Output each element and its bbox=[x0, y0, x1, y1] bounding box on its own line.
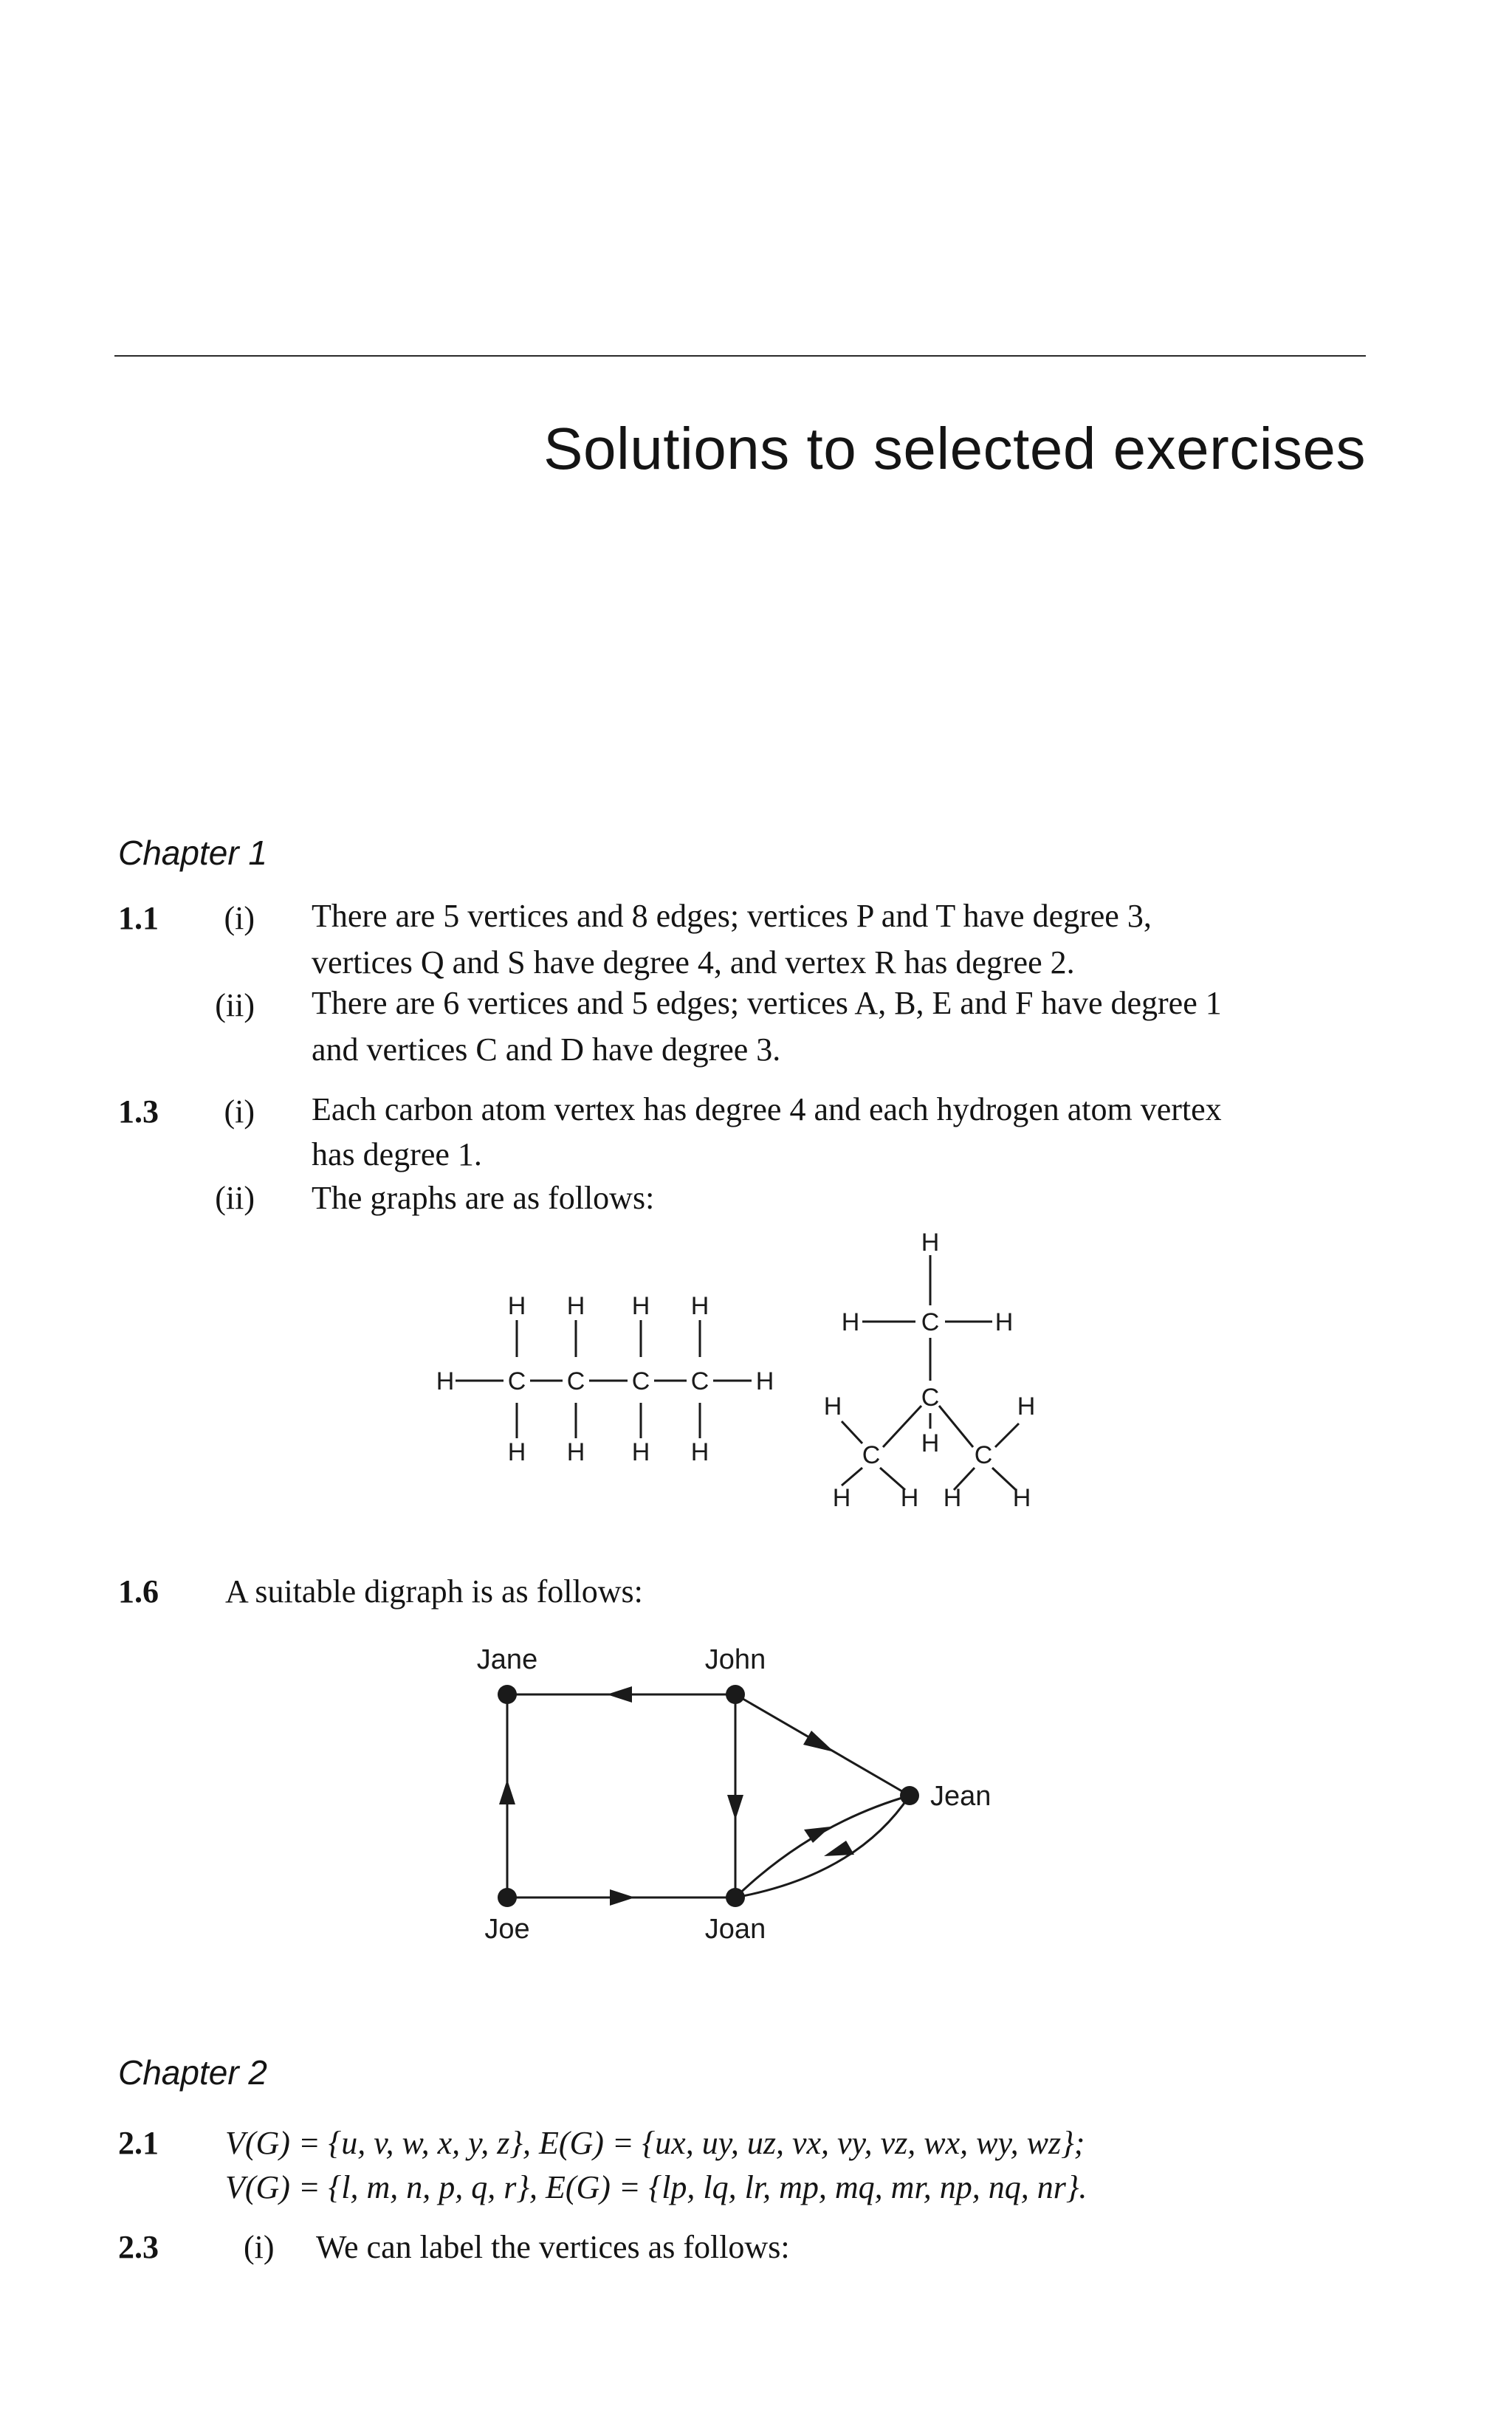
butane-atom-c: C bbox=[566, 1367, 585, 1395]
vertex-label-john: John bbox=[704, 1644, 766, 1675]
butane-atom-c: C bbox=[507, 1367, 526, 1395]
exercise-2-3-number: 2.3 bbox=[118, 2229, 159, 2265]
exercise-1-1-number: 1.1 bbox=[118, 900, 159, 936]
exercise-1-1-part-ii-label: (ii) bbox=[215, 987, 255, 1023]
butane-atom-c: C bbox=[631, 1367, 650, 1395]
exercise-1-1-part-ii-line2: and vertices C and D have degree 3. bbox=[312, 1031, 781, 1068]
exercise-2-1-line1: V(G) = {u, v, w, x, y, z}, E(G) = {ux, uy, uz, vx, vy, vz, wx, wy, wz}; bbox=[225, 2125, 1085, 2161]
vertex-label-joe: Joe bbox=[484, 1914, 530, 1945]
vertex-label-jean: Jean bbox=[930, 1781, 992, 1812]
isobutane-atom-h: H bbox=[943, 1484, 962, 1512]
butane-atom-h: H bbox=[507, 1292, 526, 1320]
exercise-1-6-text: A suitable digraph is as follows: bbox=[225, 1573, 643, 1610]
isobutane-atom-h: H bbox=[1017, 1392, 1036, 1421]
isobutane-atom-c: C bbox=[921, 1384, 940, 1412]
exercise-1-3-part-i-line1: Each carbon atom vertex has degree 4 and each hydrogen atom vertex bbox=[312, 1091, 1222, 1127]
isobutane-atom-h: H bbox=[823, 1392, 842, 1421]
vertex-label-joan: Joan bbox=[704, 1914, 766, 1945]
isobutane-atom-h: H bbox=[841, 1308, 860, 1336]
isobutane-atom-h: H bbox=[921, 1229, 940, 1257]
exercise-1-1-part-i-line1: There are 5 vertices and 8 edges; vertices P and T have degree 3, bbox=[312, 898, 1152, 934]
exercise-1-3-number: 1.3 bbox=[118, 1093, 159, 1130]
chapter-2-heading: Chapter 2 bbox=[118, 2053, 268, 2092]
isobutane-atom-c: C bbox=[862, 1441, 881, 1469]
isobutane-atom-h: H bbox=[1012, 1484, 1031, 1512]
isobutane-atom-h: H bbox=[832, 1484, 851, 1512]
butane-atom-h: H bbox=[566, 1292, 585, 1320]
exercise-1-3-part-ii-text: The graphs are as follows: bbox=[312, 1180, 655, 1216]
exercise-2-1-number: 2.1 bbox=[118, 2125, 159, 2161]
butane-atom-h: H bbox=[690, 1292, 709, 1320]
isobutane-atom-c: C bbox=[974, 1441, 993, 1469]
chapter-1-heading: Chapter 1 bbox=[118, 834, 268, 872]
vertex-label-jane: Jane bbox=[476, 1644, 538, 1675]
butane-atom-h: H bbox=[631, 1438, 650, 1466]
exercise-1-3-part-ii-label: (ii) bbox=[215, 1180, 255, 1216]
exercise-1-1-part-i-line2: vertices Q and S have degree 4, and vertex R has degree 2. bbox=[312, 944, 1075, 980]
isobutane-atom-h: H bbox=[921, 1429, 940, 1457]
exercise-2-3-part-i-text: We can label the vertices as follows: bbox=[316, 2229, 790, 2265]
butane-atom-h: H bbox=[507, 1438, 526, 1466]
exercise-1-1-part-i-label: (i) bbox=[224, 900, 255, 936]
isobutane-atom-h: H bbox=[994, 1308, 1014, 1336]
exercise-1-3-part-i-label: (i) bbox=[224, 1093, 255, 1130]
butane-atom-h: H bbox=[690, 1438, 709, 1466]
isobutane-atom-h: H bbox=[900, 1484, 919, 1512]
exercise-1-1-part-ii-line1: There are 6 vertices and 5 edges; vertices A, B, E and F have degree 1 bbox=[312, 985, 1222, 1021]
butane-atom-h: H bbox=[436, 1367, 455, 1395]
butane-atom-h: H bbox=[631, 1292, 650, 1320]
exercise-2-3-part-i-label: (i) bbox=[244, 2229, 275, 2265]
exercise-1-3-part-i-line2: has degree 1. bbox=[312, 1136, 482, 1172]
isobutane-atom-c: C bbox=[921, 1308, 940, 1336]
exercise-1-6-number: 1.6 bbox=[118, 1573, 159, 1610]
exercise-2-1-line2: V(G) = {l, m, n, p, q, r}, E(G) = {lp, lq, lr, mp, mq, mr, np, nq, nr}. bbox=[225, 2169, 1087, 2205]
butane-atom-h: H bbox=[566, 1438, 585, 1466]
butane-atom-c: C bbox=[690, 1367, 709, 1395]
butane-atom-h: H bbox=[755, 1367, 774, 1395]
page-title: Solutions to selected exercises bbox=[543, 416, 1366, 481]
